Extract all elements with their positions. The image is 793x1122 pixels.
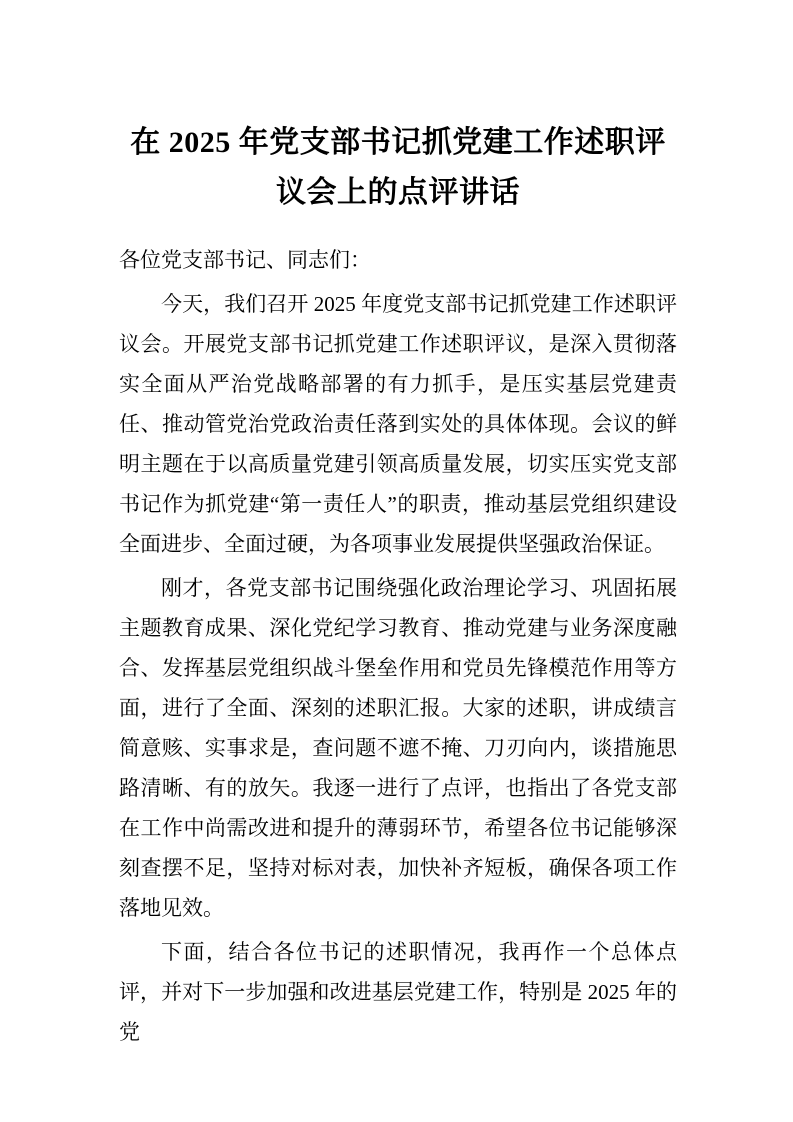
salutation-line: 各位党支部书记、同志们： bbox=[119, 248, 371, 272]
document-body bbox=[119, 240, 677, 1052]
body-paragraph: 刚才，各党支部书记围绕强化政治理论学习、巩固拓展主题教育成果、深化党纪学习教育、推动党建与业务深度融合、发挥基层党组织战斗堡垒作用和党员先锋模范作用等方面，进行了全面、深刻的述职汇报。大家的述职，讲成绩言简意赅、实事求是，查问题不遮不掩、刀刃向内，谈措施思路清晰、有的放矢。我逐一进行了点评，也指出了各党支部在工作中尚需改进和提升的薄弱环节，希望各位书记能够深刻查摆不足，坚持对标对表，加快补齐短板，确保各项工作落地见效。 bbox=[119, 576, 677, 920]
body-paragraph: 下面，结合各位书记的述职情况，我再作一个总体点评，并对下一步加强和改进基层党建工作，特别是 2025 年的党 bbox=[119, 940, 677, 1044]
document-title: 在 2025 年党支部书记抓党建工作述职评议会上的点评讲话 bbox=[130, 126, 666, 209]
body-paragraph: 今天，我们召开 2025 年度党支部书记抓党建工作述职评议会。开展党支部书记抓党建工作述职评议，是深入贯彻落实全面从严治党战略部署的有力抓手，是压实基层党建责任、推动管党治党政治责任落到实处的具体体现。会议的鲜明主题在于以高质量党建引领高质量发展，切实压实党支部书记作为抓党建“第一责任人”的职责，推动基层党组织建设全面进步、全面过硬，为各项事业发展提供坚强政治保证。 bbox=[119, 292, 677, 556]
